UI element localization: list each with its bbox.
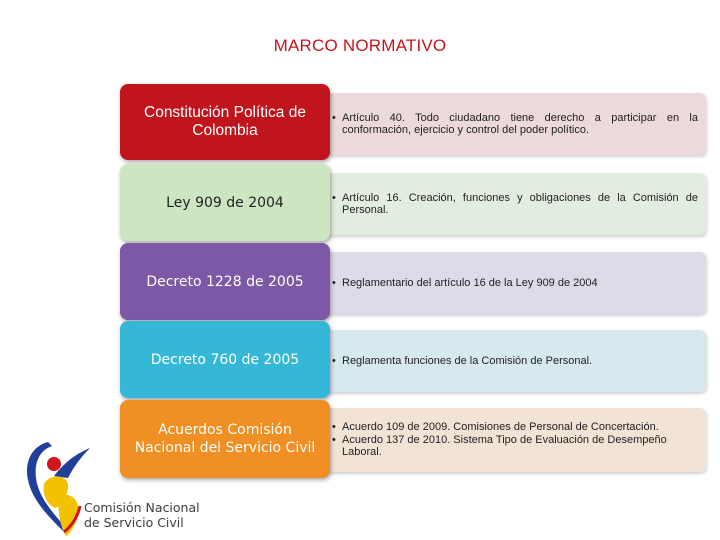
- bullet-item: • Artículo 40. Todo ciudadano tiene derecho a participar en la conformación, ejercicio y control del poder político.: [332, 111, 698, 136]
- bullet-item: • Reglamenta funciones de la Comisión de Personal.: [332, 354, 593, 367]
- cnsc-logo-text: Comisión Nacional de Servicio Civil: [84, 500, 200, 530]
- row-detail: [300, 252, 706, 314]
- bullet-item: • Acuerdo 109 de 2009. Comisiones de Personal de Concertación.: [332, 421, 659, 434]
- row-detail: [300, 408, 706, 472]
- page-title: MARCO NORMATIVO: [273, 36, 447, 55]
- row-label: Constitución Política de Colombia: [120, 84, 330, 160]
- row-label: Decreto 1228 de 2005: [120, 243, 330, 320]
- row-detail: [300, 173, 706, 235]
- row-label: Acuerdos Comisión Nacional del Servicio Civil: [120, 400, 330, 478]
- bullet-item: • Reglamentario del artículo 16 de la Ley 909 de 2004: [332, 276, 598, 289]
- bullet-item: • Artículo 16. Creación, funciones y obligaciones de la Comisión de Personal.: [332, 191, 698, 216]
- row-label: Ley 909 de 2004: [120, 164, 330, 241]
- row-detail: [300, 93, 706, 155]
- row-detail: [300, 330, 706, 392]
- bullet-item: • Acuerdo 137 de 2010. Sistema Tipo de Evaluación de Desempeño Laboral.: [332, 433, 667, 459]
- row-label: Decreto 760 de 2005: [120, 321, 330, 398]
